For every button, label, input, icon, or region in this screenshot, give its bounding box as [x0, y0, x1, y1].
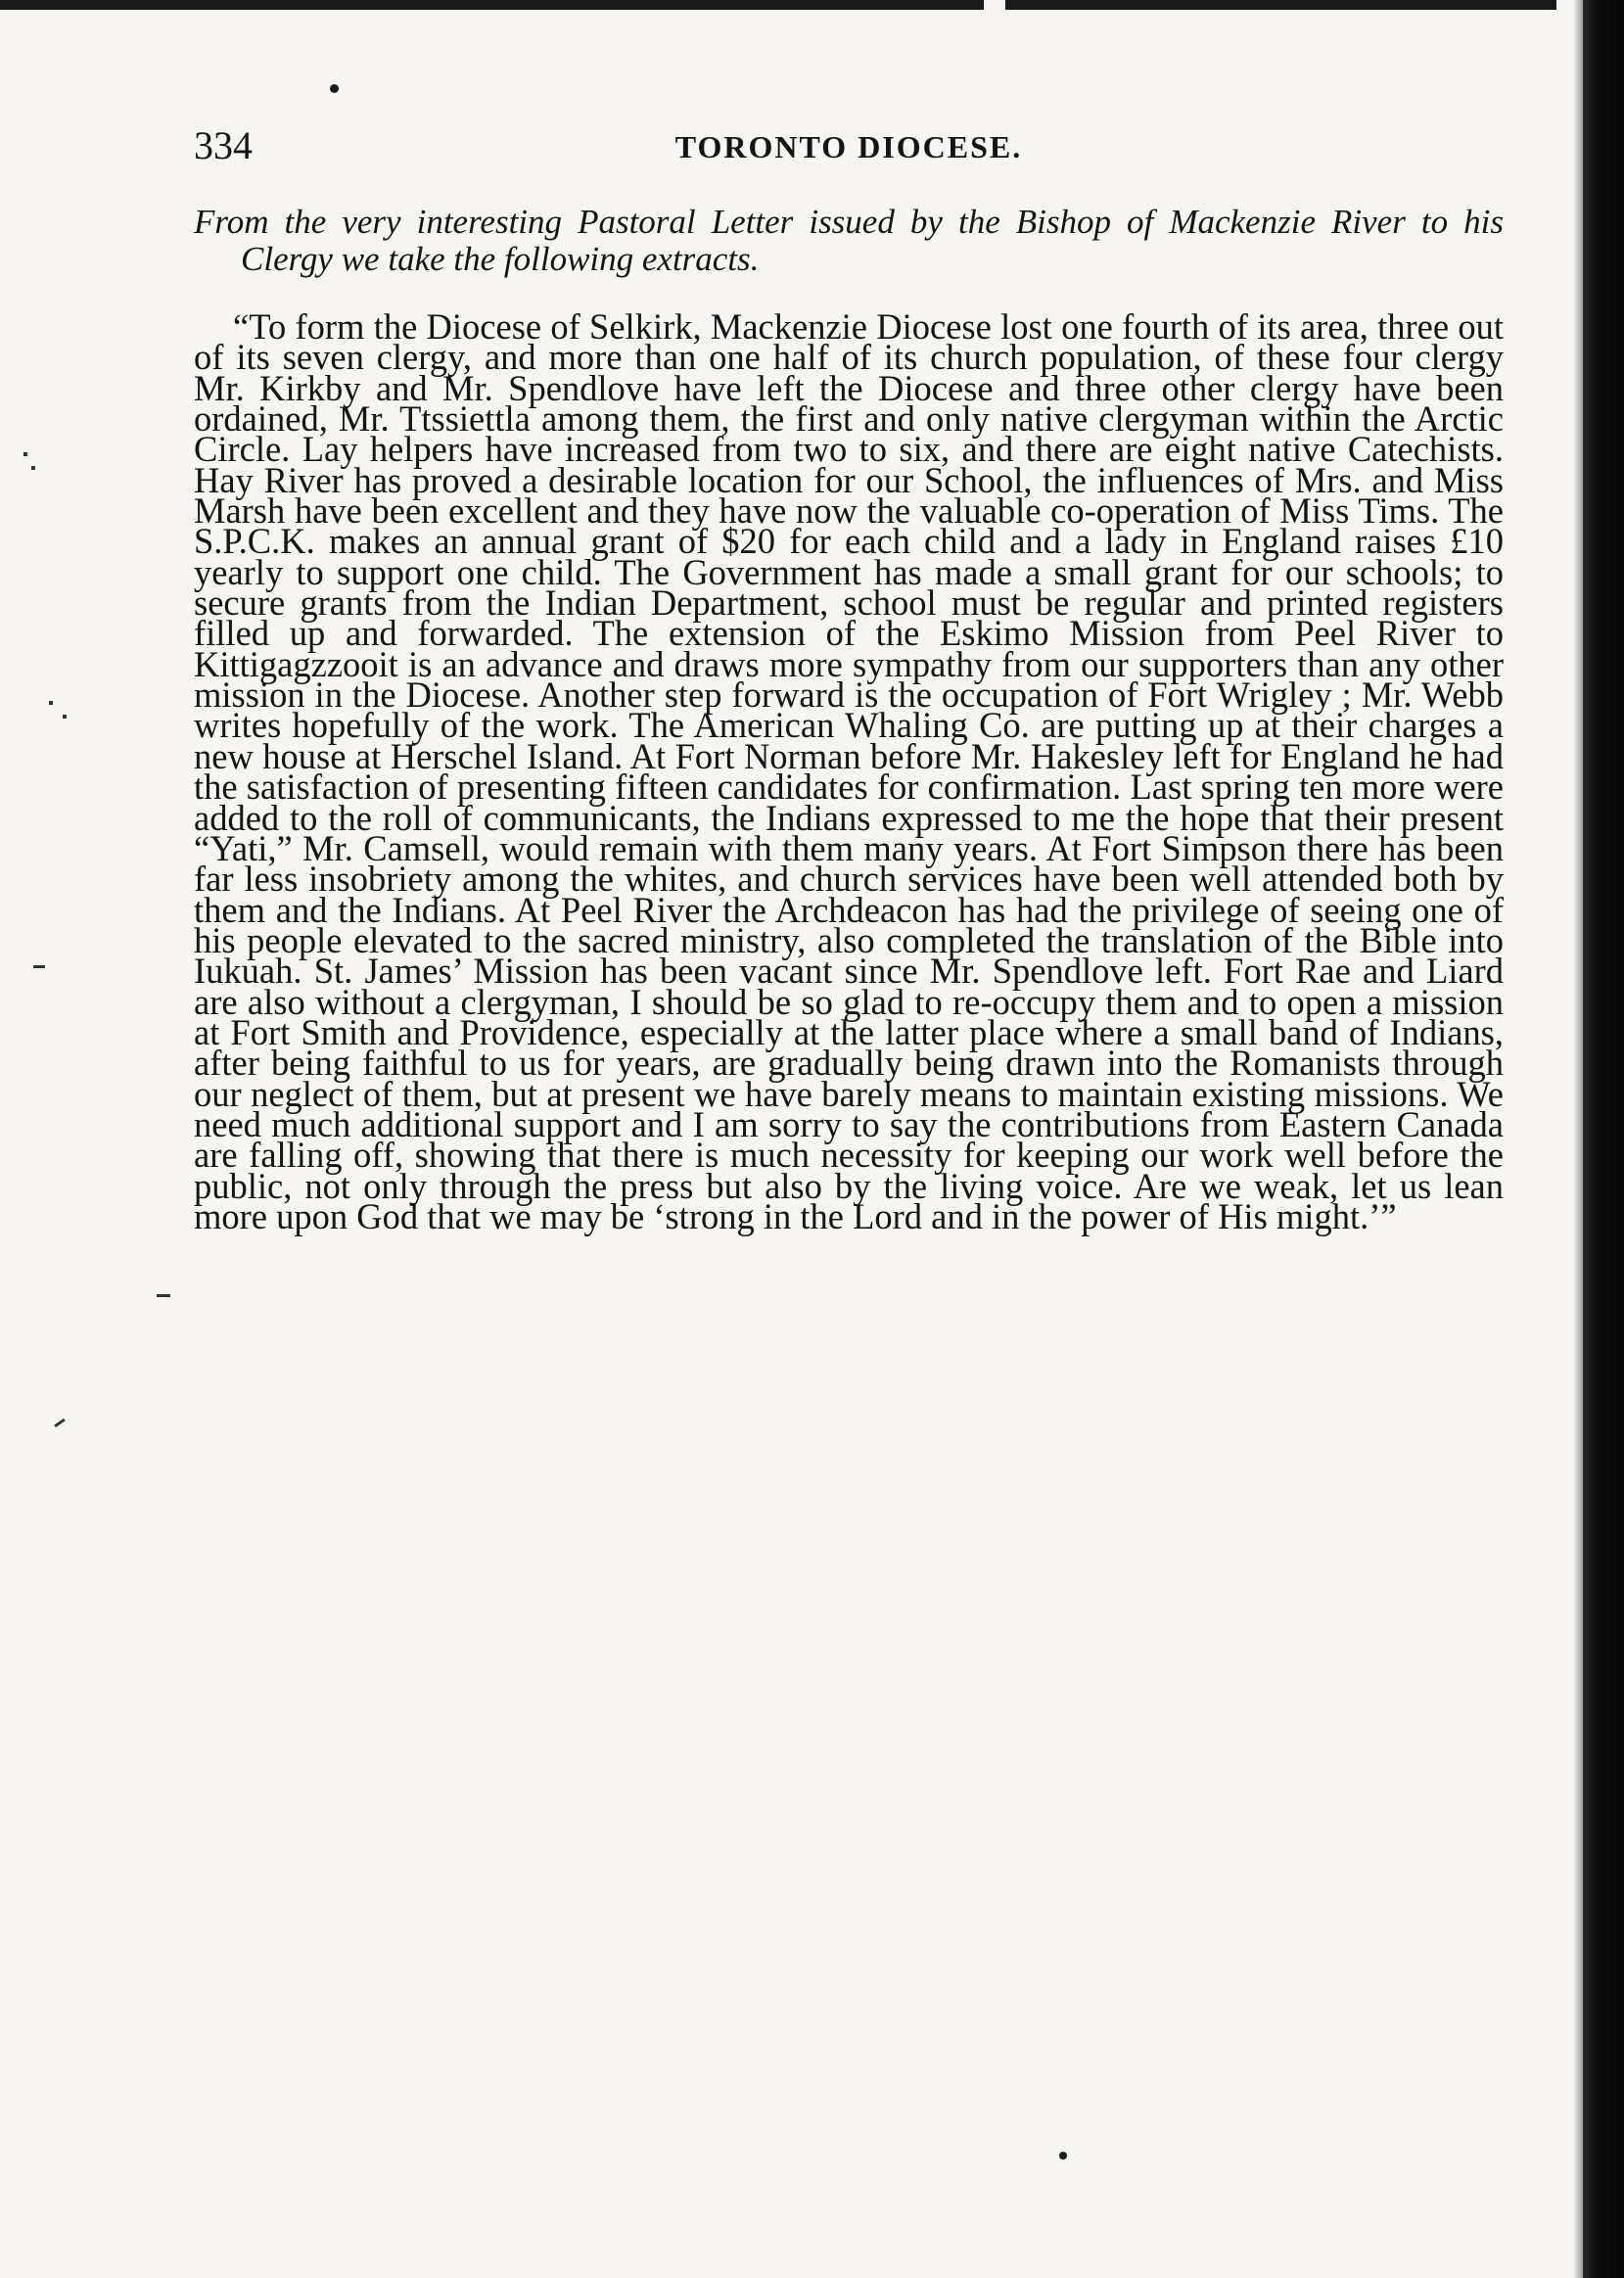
page-header: [194, 121, 1504, 170]
margin-mark: [31, 466, 35, 470]
body-paragraph: “To form the Diocese of Selkirk, Mackenzie Diocese lost one fourth of its area, three out of its seven clergy, and more than one half of its church population, of these four clergy Mr. Kirkby and Mr. Spendlove have left the Diocese and three other clergy have been ordained, Mr. Ttssiettla among them, the first and only native clergyman within the Arctic Circle. Lay helpers have increased from two to six, and there are eight native Catechists. Hay River has proved a desirable location for our School, the influences of Mrs. and Miss Marsh have been excellent and they have now the valuable co-operation of Miss Tims. The S.P.C.K. makes an annual grant of $20 for each child and a lady in England raises £10 yearly to support one child. The Government has made a small grant for our schools; to secure grants from the Indian Department, school must be regular and printed registers filled up and forwarded. The extension of the Eskimo Mission from Peel River to Kittigagzzooit is an advance and draws more sympathy from our supporters than any other mission in the Diocese. Another step forward is the occupation of Fort Wrigley ; Mr. Webb writes hopefully of the work. The American Whaling Co. are putting up at their charges a new house at Herschel Island. At Fort Norman before Mr. Hakesley left for England he had the satisfaction of presenting fifteen candidates for confirmation. Last spring ten more were added to the roll of communicants, the Indians expressed to me the hope that their present “Yati,” Mr. Camsell, would remain with them many years. At Fort Simpson there has been far less insobriety among the whites, and church services have been well attended both by them and the Indians. At Peel River the Archdeacon has had the privilege of seeing one of his people elevated to the sacred ministry, also completed the translation of the Bible into Iukuah. St. James’ Mission has been vacant since Mr. Spendlove left. Fort Rae and Liard are also without a clergyman, I should be so glad to re-occupy them and to open a mission at Fort Smith and Providence, especially at the latter place where a small band of Indians, after being faithful to us for years, are gradually being drawn into the Romanists through our neglect of them, but at present we have barely means to maintain existing missions. We need much additional support and I am sorry to say the contributions from Eastern Canada are falling off, showing that there is much necessity for keeping our work well before the public, not only through the press but also by the living voice. Are we weak, let us lean more upon God that we may be ‘strong in the Lord and in the power of His might.’”: [194, 306, 1504, 1236]
top-border-rule: [0, 0, 1556, 10]
top-border-gap: [984, 0, 1005, 12]
margin-mark: [49, 701, 53, 705]
page-edge-binding: [1583, 0, 1624, 2278]
running-head: TORONTO DIOCESE.: [674, 129, 1023, 164]
intro-paragraph: From the very interesting Pastoral Letter issued by the Bishop of Mackenzie River to his Clergy we take the following extracts.: [194, 203, 1504, 278]
margin-mark: [157, 1294, 170, 1297]
margin-mark: [33, 965, 45, 968]
page-number: 334: [194, 123, 253, 167]
margin-mark: [54, 1418, 66, 1427]
margin-mark: [63, 715, 67, 719]
print-speck: [330, 84, 339, 93]
print-speck: [1059, 2152, 1067, 2160]
margin-mark: [23, 452, 27, 456]
